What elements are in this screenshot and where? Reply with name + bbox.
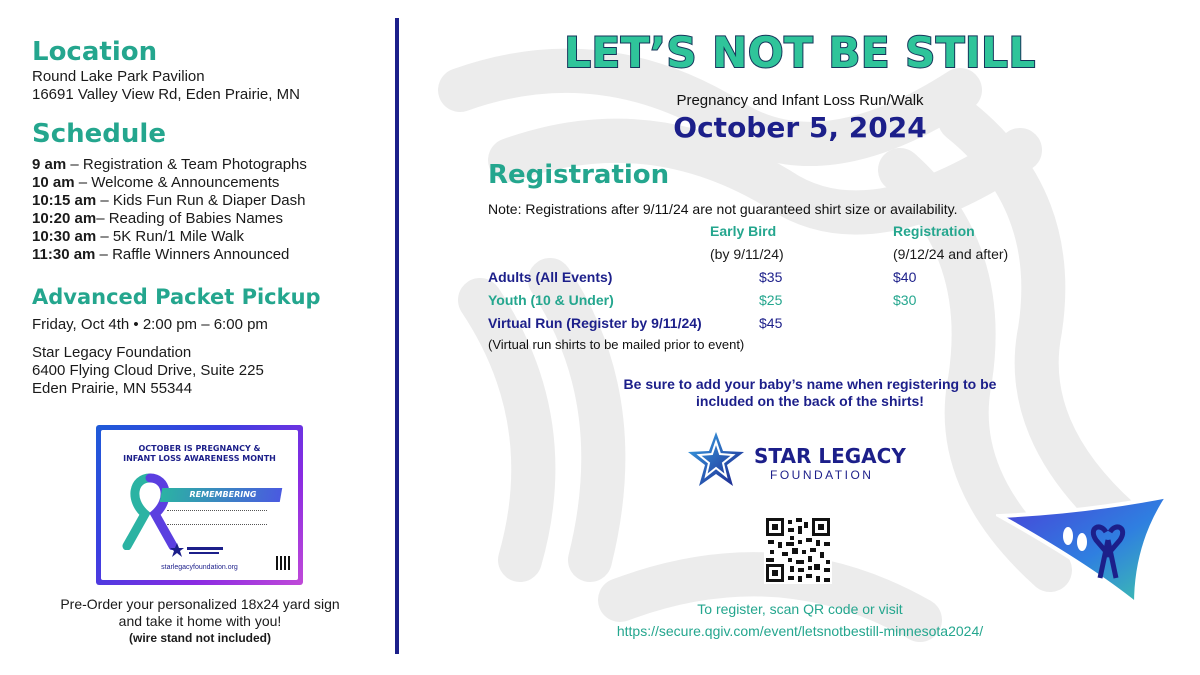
column-divider: [395, 18, 399, 654]
pickup-address-line1: 6400 Flying Cloud Drive, Suite 225: [32, 362, 264, 379]
foundation-name: STAR LEGACY: [754, 444, 906, 468]
event-subtitle: Pregnancy and Infant Loss Run/Walk: [676, 92, 924, 109]
schedule-list: [32, 156, 377, 264]
col-subheader-early-bird: (by 9/11/24): [710, 246, 784, 262]
reminder-line1: Be sure to add your baby’s name when registering to be: [623, 376, 997, 392]
yard-sign-remembering: REMEMBERING: [189, 490, 257, 499]
pricing-regular: $30: [893, 292, 917, 308]
foundation-sub: FOUNDATION: [770, 468, 874, 482]
pricing-early: $35: [759, 269, 783, 285]
schedule-desc: – 5K Run/1 Mile Walk: [96, 228, 245, 245]
shirt-name-reminder: [560, 376, 1060, 410]
yard-sign-name-line: [167, 510, 267, 511]
event-title-text: LET’S NOT BE STILL: [564, 28, 1036, 77]
star-legacy-logo-small: [169, 542, 229, 558]
event-title: [420, 28, 1180, 77]
pickup-when: Friday, Oct 4th • 2:00 pm – 6:00 pm: [32, 316, 268, 333]
yard-sign-title-line1: OCTOBER IS PREGNANCY &: [138, 444, 261, 453]
registration-heading: Registration: [488, 160, 670, 190]
yard-sign-caption-line3: (wire stand not included): [128, 631, 271, 645]
pricing-label: Virtual Run (Register by 9/11/24): [488, 315, 702, 331]
schedule-heading: Schedule: [32, 119, 166, 149]
pricing-early: $45: [759, 315, 783, 331]
registration-qr-code[interactable]: [764, 516, 832, 584]
yard-sign-face: [101, 430, 298, 580]
col-header-registration: Registration: [893, 223, 975, 239]
schedule-time: 11:30 am: [32, 246, 96, 263]
pricing-label: Adults (All Events): [488, 269, 613, 285]
info-column: [32, 36, 377, 398]
schedule-item: [32, 174, 377, 192]
yard-sign-url: starlegacyfoundation.org: [161, 564, 238, 571]
schedule-desc: – Raffle Winners Announced: [95, 246, 290, 263]
schedule-item: [32, 156, 377, 174]
yard-sign-title: [101, 444, 298, 464]
yard-sign-caption-line1: Pre-Order your personalized 18x24 yard sign: [60, 596, 340, 612]
schedule-item: [32, 210, 377, 228]
virtual-run-note: (Virtual run shirts to be mailed prior to event): [488, 337, 745, 352]
registration-url-link[interactable]: https://secure.qgiv.com/event/letsnotbestill-minnesota2024/: [616, 623, 984, 639]
yard-sign-name-line: [167, 524, 267, 525]
yard-sign-qr-code: [276, 556, 290, 570]
schedule-desc: – Welcome & Announcements: [74, 174, 280, 191]
star-logo-icon: [686, 430, 746, 488]
yard-sign-caption-line2: and take it home with you!: [118, 613, 282, 629]
event-date: October 5, 2024: [673, 111, 927, 144]
col-header-early-bird: Early Bird: [710, 223, 777, 239]
schedule-desc: – Registration & Team Photographs: [66, 156, 307, 173]
schedule-time: 9 am: [32, 156, 67, 173]
schedule-desc: – Kids Fun Run & Diaper Dash: [96, 192, 306, 209]
pickup-heading: Advanced Packet Pickup: [32, 285, 321, 309]
pickup-org: Star Legacy Foundation: [32, 344, 192, 361]
pickup-address-line2: Eden Prairie, MN 55344: [32, 380, 193, 397]
location-line-venue: Round Lake Park Pavilion: [32, 68, 205, 85]
pricing-early: $25: [759, 292, 783, 308]
registration-note: Note: Registrations after 9/11/24 are not guaranteed shirt size or availability.: [488, 201, 958, 217]
schedule-desc: – Reading of Babies Names: [96, 210, 283, 227]
reminder-line2: included on the back of the shirts!: [696, 393, 924, 409]
yard-sign-title-line2: INFANT LOSS AWARENESS MONTH: [123, 454, 276, 463]
col-subheader-registration: (9/12/24 and after): [893, 246, 1009, 262]
schedule-item: [32, 192, 377, 210]
schedule-time: 10:30 am: [32, 228, 97, 245]
yard-sign-image: [96, 425, 303, 585]
cta-text: To register, scan QR code or visit: [697, 601, 903, 617]
location-heading: Location: [32, 37, 158, 67]
yard-sign-caption: [40, 596, 360, 646]
star-legacy-foundation-logo: [686, 430, 916, 490]
schedule-time: 10 am: [32, 174, 75, 191]
schedule-item: [32, 246, 377, 264]
location-line-address: 16691 Valley View Rd, Eden Prairie, MN: [32, 86, 300, 103]
footprint-ribbon-pennant-icon: [996, 494, 1172, 612]
schedule-time: 10:15 am: [32, 192, 97, 209]
pricing-regular: $40: [893, 269, 917, 285]
pricing-label: Youth (10 & Under): [488, 292, 614, 308]
schedule-item: [32, 228, 377, 246]
schedule-time: 10:20 am: [32, 210, 97, 227]
